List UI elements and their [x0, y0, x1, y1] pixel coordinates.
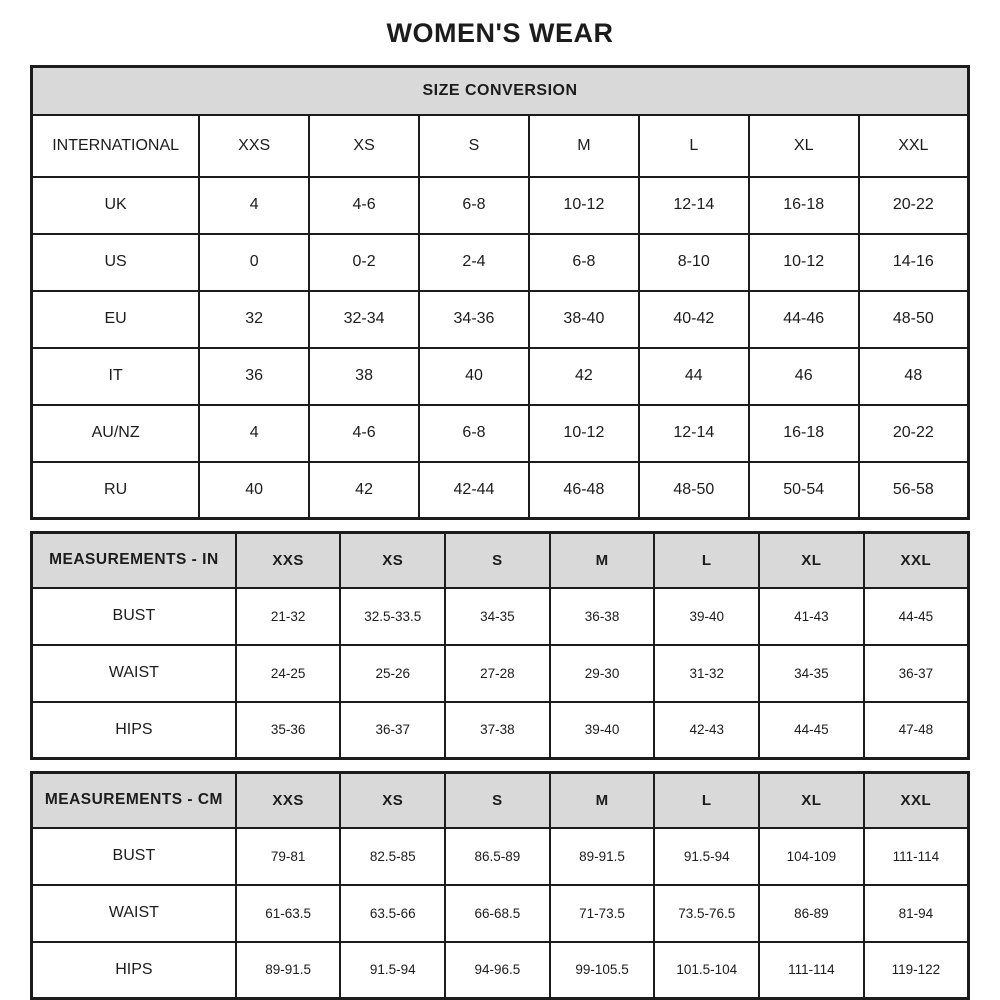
column-header-xxl: XXL [864, 773, 969, 828]
cell-hips-in-xxl: 47-48 [864, 702, 969, 759]
cell-it-xl: 46 [749, 348, 859, 405]
column-header-xxs: XXS [199, 115, 309, 177]
row-label-uk: UK [32, 177, 200, 234]
cell-us-m: 6-8 [529, 234, 639, 291]
cell-bust-cm-xs: 82.5-85 [340, 828, 445, 885]
cell-aunz-l: 12-14 [639, 405, 749, 462]
cell-waist-in-s: 27-28 [445, 645, 550, 702]
cell-us-l: 8-10 [639, 234, 749, 291]
cell-ru-xxs: 40 [199, 462, 309, 519]
cell-bust-in-xxl: 44-45 [864, 588, 969, 645]
size-conversion-table [30, 65, 970, 520]
cell-aunz-m: 10-12 [529, 405, 639, 462]
cell-aunz-xl: 16-18 [749, 405, 859, 462]
cell-bust-in-m: 36-38 [550, 588, 655, 645]
cell-uk-xs: 4-6 [309, 177, 419, 234]
cell-eu-xxl: 48-50 [859, 291, 969, 348]
row-label-us: US [32, 234, 200, 291]
cell-hips-cm-l: 101.5-104 [654, 942, 759, 999]
cell-waist-in-xxl: 36-37 [864, 645, 969, 702]
cell-bust-cm-l: 91.5-94 [654, 828, 759, 885]
cell-eu-xxs: 32 [199, 291, 309, 348]
column-header-l: L [654, 773, 759, 828]
cell-ru-xl: 50-54 [749, 462, 859, 519]
row-label-bust: BUST [32, 828, 236, 885]
cell-bust-in-xxs: 21-32 [236, 588, 341, 645]
cell-it-xxl: 48 [859, 348, 969, 405]
cell-waist-in-xs: 25-26 [340, 645, 445, 702]
cell-eu-xs: 32-34 [309, 291, 419, 348]
cell-ru-xs: 42 [309, 462, 419, 519]
cell-uk-m: 10-12 [529, 177, 639, 234]
table-gap [30, 760, 970, 771]
cell-waist-cm-l: 73.5-76.5 [654, 885, 759, 942]
row-label-eu: EU [32, 291, 200, 348]
column-header-m: M [529, 115, 639, 177]
cell-waist-cm-xs: 63.5-66 [340, 885, 445, 942]
cell-bust-cm-xxl: 111-114 [864, 828, 969, 885]
cell-ru-m: 46-48 [529, 462, 639, 519]
table-gap [30, 520, 970, 531]
cell-waist-in-m: 29-30 [550, 645, 655, 702]
cell-hips-in-xl: 44-45 [759, 702, 864, 759]
table-row-aunz [32, 405, 969, 462]
cell-us-xxl: 14-16 [859, 234, 969, 291]
cell-hips-cm-xxl: 119-122 [864, 942, 969, 999]
cell-aunz-s: 6-8 [419, 405, 529, 462]
column-header-xs: XS [340, 533, 445, 588]
column-header-xxs: XXS [236, 773, 341, 828]
table-row-it [32, 348, 969, 405]
cell-bust-cm-xl: 104-109 [759, 828, 864, 885]
cell-uk-xl: 16-18 [749, 177, 859, 234]
cell-hips-in-xxs: 35-36 [236, 702, 341, 759]
cell-us-xl: 10-12 [749, 234, 859, 291]
cell-bust-in-s: 34-35 [445, 588, 550, 645]
cell-bust-in-l: 39-40 [654, 588, 759, 645]
column-header-m: M [550, 773, 655, 828]
row-label-it: IT [32, 348, 200, 405]
row-label-ru: RU [32, 462, 200, 519]
cell-hips-cm-xxs: 89-91.5 [236, 942, 341, 999]
cell-waist-cm-xxl: 81-94 [864, 885, 969, 942]
column-header-s: S [445, 773, 550, 828]
table-row-eu [32, 291, 969, 348]
column-header-l: L [639, 115, 749, 177]
cell-aunz-xxs: 4 [199, 405, 309, 462]
row-label-bust: BUST [32, 588, 236, 645]
cell-eu-m: 38-40 [529, 291, 639, 348]
cell-it-xxs: 36 [199, 348, 309, 405]
column-header-xl: XL [759, 533, 864, 588]
cell-aunz-xs: 4-6 [309, 405, 419, 462]
cell-ru-s: 42-44 [419, 462, 529, 519]
cell-eu-l: 40-42 [639, 291, 749, 348]
column-header-xxl: XXL [864, 533, 969, 588]
cell-hips-in-m: 39-40 [550, 702, 655, 759]
cell-eu-xl: 44-46 [749, 291, 859, 348]
table-row-bust-cm [32, 828, 969, 885]
table-row-ru [32, 462, 969, 519]
cell-it-m: 42 [529, 348, 639, 405]
cell-hips-in-l: 42-43 [654, 702, 759, 759]
row-label-waist: WAIST [32, 885, 236, 942]
cell-waist-cm-xxs: 61-63.5 [236, 885, 341, 942]
cell-waist-cm-s: 66-68.5 [445, 885, 550, 942]
cell-bust-in-xl: 41-43 [759, 588, 864, 645]
table-row-us [32, 234, 969, 291]
cell-ru-xxl: 56-58 [859, 462, 969, 519]
row-label-waist: WAIST [32, 645, 236, 702]
cell-aunz-xxl: 20-22 [859, 405, 969, 462]
section-title-size-conversion: SIZE CONVERSION [32, 67, 969, 115]
column-header-xxs: XXS [236, 533, 341, 588]
cell-hips-cm-xl: 111-114 [759, 942, 864, 999]
cell-hips-in-xs: 36-37 [340, 702, 445, 759]
column-header-xxl: XXL [859, 115, 969, 177]
cell-it-s: 40 [419, 348, 529, 405]
column-header-row [32, 533, 969, 588]
section-title-measurements-in: MEASUREMENTS - IN [32, 533, 236, 588]
cell-it-xs: 38 [309, 348, 419, 405]
cell-hips-in-s: 37-38 [445, 702, 550, 759]
cell-uk-xxl: 20-22 [859, 177, 969, 234]
table-row-hips-cm [32, 942, 969, 999]
cell-hips-cm-s: 94-96.5 [445, 942, 550, 999]
column-header-xs: XS [309, 115, 419, 177]
table-row-bust-in [32, 588, 969, 645]
table-row-waist-in [32, 645, 969, 702]
cell-uk-l: 12-14 [639, 177, 749, 234]
table-row-hips-in [32, 702, 969, 759]
table-row-waist-cm [32, 885, 969, 942]
cell-it-l: 44 [639, 348, 749, 405]
table-row-uk [32, 177, 969, 234]
cell-hips-cm-xs: 91.5-94 [340, 942, 445, 999]
cell-us-xxs: 0 [199, 234, 309, 291]
cell-us-xs: 0-2 [309, 234, 419, 291]
cell-bust-cm-s: 86.5-89 [445, 828, 550, 885]
column-header-xl: XL [759, 773, 864, 828]
column-header-l: L [654, 533, 759, 588]
measurements-cm-table [30, 771, 970, 1000]
column-header-m: M [550, 533, 655, 588]
cell-waist-in-xl: 34-35 [759, 645, 864, 702]
column-header-s: S [445, 533, 550, 588]
section-title-measurements-cm: MEASUREMENTS - CM [32, 773, 236, 828]
column-header-xl: XL [749, 115, 859, 177]
measurements-in-table [30, 531, 970, 760]
row-label-hips: HIPS [32, 942, 236, 999]
row-label-hips: HIPS [32, 702, 236, 759]
column-header-xs: XS [340, 773, 445, 828]
cell-waist-cm-m: 71-73.5 [550, 885, 655, 942]
cell-waist-cm-xl: 86-89 [759, 885, 864, 942]
column-header-row [32, 115, 969, 177]
column-header-s: S [419, 115, 529, 177]
cell-ru-l: 48-50 [639, 462, 749, 519]
page-title: WOMEN'S WEAR [386, 18, 614, 48]
cell-us-s: 2-4 [419, 234, 529, 291]
column-header-international: INTERNATIONAL [32, 115, 200, 177]
cell-uk-xxs: 4 [199, 177, 309, 234]
cell-hips-cm-m: 99-105.5 [550, 942, 655, 999]
row-label-aunz: AU/NZ [32, 405, 200, 462]
cell-bust-cm-m: 89-91.5 [550, 828, 655, 885]
cell-waist-in-xxs: 24-25 [236, 645, 341, 702]
cell-uk-s: 6-8 [419, 177, 529, 234]
section-header-row [32, 67, 969, 115]
column-header-row [32, 773, 969, 828]
cell-bust-in-xs: 32.5-33.5 [340, 588, 445, 645]
cell-eu-s: 34-36 [419, 291, 529, 348]
cell-bust-cm-xxs: 79-81 [236, 828, 341, 885]
cell-waist-in-l: 31-32 [654, 645, 759, 702]
